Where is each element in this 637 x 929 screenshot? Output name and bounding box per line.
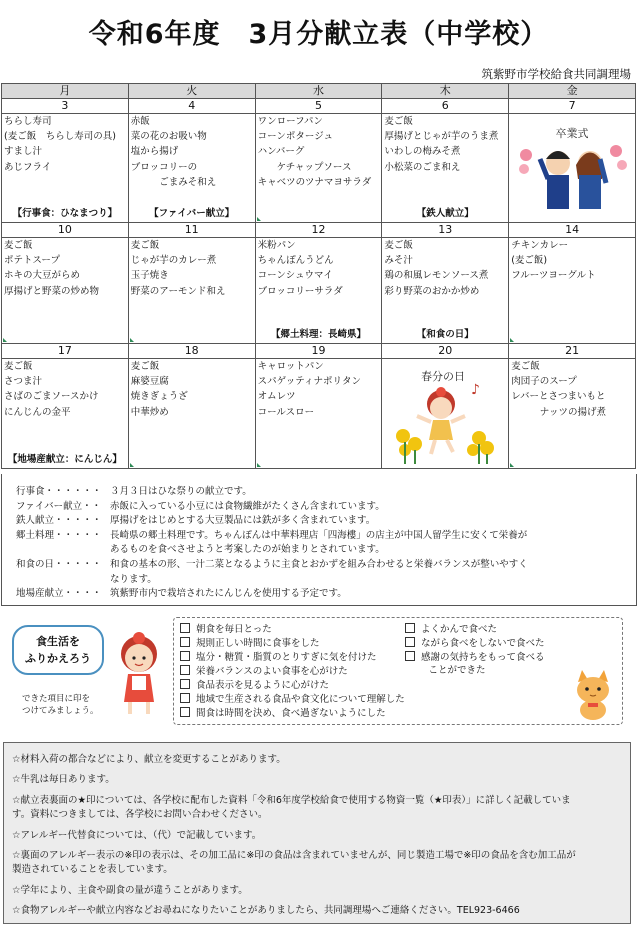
menu-item: 麦ご飯 <box>384 240 413 251</box>
footer-note: す。資料につきましては、各学校にお問い合わせください。 <box>12 809 268 821</box>
menu-item: フルーツヨーグルト <box>511 270 596 282</box>
flower-left <box>396 429 422 456</box>
menu-notes <box>16 485 528 602</box>
checklist-item[interactable] <box>405 637 545 650</box>
checkbox[interactable] <box>405 651 415 661</box>
menu-item: ごまみそ和え <box>130 176 217 188</box>
date-cell: 21 <box>509 344 636 359</box>
menu-item: 焼きぎょうざ <box>130 391 188 403</box>
menu-item: 彩り野菜のおかか炒め <box>384 285 480 297</box>
checklist-continuation <box>419 665 486 677</box>
bubble-line: ふりかえろう <box>25 652 91 665</box>
hint-line: できた項目に印を <box>22 694 91 704</box>
note-row <box>16 500 528 515</box>
footer-note: 製造されていることを表しています。 <box>12 864 173 876</box>
date-cell: 19 <box>255 344 382 359</box>
note-text: 長崎県の郷土料理です。ちゃんぽんは中華料理店「四海樓」の店主が中国人留学生に安くて栄養が <box>110 529 528 541</box>
menu-item: 麻婆豆腐 <box>130 376 169 388</box>
menu-item: 菜の花のお吸い物 <box>130 131 207 143</box>
date-cell: 13 <box>382 223 509 238</box>
bubble-line: 食生活を <box>36 635 80 648</box>
footer-note: ☆献立表裏面の★印については、各学校に配布した資料「令和6年度学校給食で使用する物資一覧（★印表）」に詳しく記載していま <box>12 794 571 806</box>
date-cell: 4 <box>128 99 255 114</box>
date-cell: 6 <box>382 99 509 114</box>
checkbox[interactable] <box>180 707 190 717</box>
menu-item: 麦ご飯 <box>384 116 413 127</box>
menu-tag: 【和食の日】 <box>416 328 474 340</box>
menu-item: 小松菜のごま和え <box>384 161 461 173</box>
menu-item: ホキの大豆がらめ <box>4 270 81 282</box>
menu-item: 米粉パン <box>257 240 296 251</box>
menu-table <box>1 83 636 469</box>
note-label <box>16 543 110 558</box>
menu-cell <box>255 114 382 223</box>
corner-marker <box>510 463 514 467</box>
graduation-cell <box>509 114 636 223</box>
weekday-header: 水 <box>255 84 382 99</box>
checklist-item[interactable] <box>180 693 405 706</box>
checklist-label: 間食は時間を決め、食べ過ぎないようにした <box>196 708 386 719</box>
corner-marker <box>257 217 261 221</box>
footer-note: ☆アレルギー代替食については、（代）で記載しています。 <box>12 829 262 841</box>
menu-cell <box>2 359 129 469</box>
menu-item: ブロッコリーの <box>130 161 198 173</box>
menu-item: 野菜のアーモンド和え <box>130 285 226 297</box>
menu-item: みそ汁 <box>384 255 413 267</box>
menu-item: 塩から揚げ <box>130 146 179 158</box>
menu-item: ちゃんぽんうどん <box>257 255 334 267</box>
menu-item: ワンローフパン <box>257 116 323 127</box>
note-row <box>16 558 528 573</box>
menu-item: いわしの梅みそ煮 <box>384 146 461 158</box>
weekday-header: 月 <box>2 84 129 99</box>
note-row <box>16 529 528 544</box>
weekday-header: 火 <box>128 84 255 99</box>
note-row <box>16 573 528 588</box>
corner-marker <box>130 463 134 467</box>
note-label <box>16 573 110 588</box>
menu-item: 赤飯 <box>130 116 150 127</box>
date-cell: 20 <box>382 344 509 359</box>
menu-tag: 【郷土料理：長崎県】 <box>270 328 366 340</box>
menu-item: キャロットパン <box>257 361 324 372</box>
menu-item: すまし汁 <box>4 146 43 158</box>
menu-cell <box>509 238 636 344</box>
date-cell: 11 <box>128 223 255 238</box>
holiday-cell <box>382 359 509 469</box>
date-cell: 10 <box>2 223 129 238</box>
menu-item: (麦ご飯) <box>511 255 548 267</box>
reflection-hint <box>22 693 99 717</box>
checklist-item[interactable] <box>405 651 545 664</box>
note-label: 鉄人献立・・・・・ <box>16 515 102 527</box>
menu-item: じゃが芋のカレー煮 <box>130 255 217 267</box>
footer-note: ☆学年により、主食や副食の量が違うことがあります。 <box>12 884 248 896</box>
menu-item: 肉団子のスープ <box>511 376 577 388</box>
checklist-item[interactable] <box>180 665 348 678</box>
menu-tag: 【行事食：ひなまつり】 <box>12 207 118 219</box>
date-cell: 12 <box>255 223 382 238</box>
svg-text:♪: ♪ <box>471 382 481 398</box>
checkbox[interactable] <box>180 651 190 661</box>
footer-note: ☆牛乳は毎日あります。 <box>12 774 115 786</box>
checkbox[interactable] <box>180 623 190 633</box>
footer-note: ☆食物アレルギーや献立内容などお尋ねになりたいことがありましたら、共同調理場へご連絡ください。TEL923-6466 <box>12 905 520 917</box>
checklist-item[interactable] <box>180 637 320 650</box>
cat-illustration <box>570 670 616 720</box>
weekday-header: 金 <box>509 84 636 99</box>
checkbox[interactable] <box>405 623 415 633</box>
checkbox[interactable] <box>180 679 190 689</box>
note-label: ファイバー献立・・ <box>16 500 102 512</box>
menu-item: ちらし寿司 <box>4 116 52 127</box>
footer-note: ☆材料入荷の都合などにより、献立を変更することがあります。 <box>12 754 286 765</box>
checklist-label: 規則正しい時間に食事をした <box>196 638 320 649</box>
checklist-label: 朝食を毎日とった <box>196 624 272 635</box>
menu-cell <box>128 238 255 344</box>
menu-item: にんじんの金平 <box>4 406 71 418</box>
menu-item: さつま汁 <box>4 376 43 388</box>
checklist-item[interactable] <box>180 623 272 636</box>
weekday-header: 木 <box>382 84 509 99</box>
menu-item: ハンバーグ <box>257 146 305 158</box>
menu-cell <box>382 114 509 223</box>
menu-item: 麦ご飯 <box>130 240 160 251</box>
menu-cell <box>128 359 255 469</box>
note-text: あるものを食べさせようと考案したのが始まりとされています。 <box>110 544 385 556</box>
checklist-label: 感謝の気持ちをもって食べる <box>421 652 545 663</box>
organization-name: 筑紫野市学校給食共同調理場 <box>481 67 631 81</box>
hint-line: つけてみましょう。 <box>22 706 99 716</box>
menu-item: 厚揚げと野菜の炒め物 <box>4 285 100 297</box>
menu-item: 麦ご飯 <box>4 240 33 251</box>
checklist-label: よくかんで食べた <box>421 624 498 635</box>
checkbox[interactable] <box>405 637 415 647</box>
menu-item: ポテトスープ <box>4 255 60 267</box>
menu-item: (麦ご飯 ちらし寿司の具) <box>4 131 116 143</box>
menu-cell <box>255 238 382 344</box>
menu-cell <box>128 114 255 223</box>
menu-item: さばのごまソースかけ <box>4 391 99 403</box>
note-label: 地場産献立・・・・ <box>16 588 102 600</box>
checklist-item[interactable] <box>180 679 329 692</box>
checkbox[interactable] <box>180 637 190 647</box>
checklist-item[interactable] <box>405 623 497 636</box>
menu-item: 麦ご飯 <box>4 361 33 372</box>
menu-item: スパゲッティナポリタン <box>257 376 361 388</box>
footer-note: ☆裏面のアレルギー表示の※印の表示は、その加工品に※印の食品は含まれていませんが、同じ製造工場で※印の食品を含む加工品が <box>12 850 576 862</box>
menu-item: 厚揚げとじゃが芋のうま煮 <box>384 131 499 143</box>
note-row <box>16 514 528 529</box>
menu-item: 玉子焼き <box>130 270 169 282</box>
checkbox[interactable] <box>180 665 190 675</box>
date-cell: 7 <box>509 99 636 114</box>
menu-item: コーンポタージュ <box>257 131 334 143</box>
checklist-label: 栄養バランスのよい食事を心がけた <box>196 666 348 677</box>
spring-holiday-illustration <box>383 360 507 468</box>
menu-cell <box>509 359 636 469</box>
menu-item: レバーとさつまいもと <box>511 391 606 403</box>
note-text: 赤飯に入っている小豆には食物繊維がたくさん含まれています。 <box>110 500 385 512</box>
note-text: なります。 <box>110 573 157 585</box>
note-text: 和食の基本の形、一汁二菜となるように主食とおかずを組み合わせると栄養バランスが整いやすく <box>110 558 528 570</box>
corner-marker <box>3 338 7 342</box>
date-cell: 14 <box>509 223 636 238</box>
date-cell: 18 <box>128 344 255 359</box>
note-label: 郷土料理・・・・・ <box>16 529 102 541</box>
date-cell: 3 <box>2 99 129 114</box>
corner-marker <box>130 338 134 342</box>
flower-right <box>467 431 494 456</box>
corner-marker <box>257 463 261 467</box>
menu-cell <box>2 238 129 344</box>
checklist-item[interactable] <box>180 651 377 664</box>
note-text: 筑紫野市内で栽培されたにんじんを使用する予定です。 <box>110 588 347 600</box>
note-text: ３月３日はひな祭りの献立です。 <box>110 486 252 497</box>
menu-tag: 【地場産献立：にんじん】 <box>7 453 122 465</box>
checklist-label: 塩分・糖質・脂質のとりすぎに気を付けた <box>196 652 377 663</box>
checklist-label: ながら食べをしないで食べた <box>421 638 545 649</box>
menu-cell <box>2 114 129 223</box>
menu-tag: 【鉄人献立】 <box>416 207 474 219</box>
menu-item: チキンカレー <box>511 240 569 251</box>
menu-item: 中華炒め <box>130 406 169 418</box>
reflection-bubble <box>12 625 104 675</box>
note-row <box>16 543 528 558</box>
footer-notes <box>3 742 631 924</box>
menu-item: オムレツ <box>257 391 296 403</box>
menu-item: 麦ご飯 <box>511 361 540 372</box>
checklist-label: 地域で生産される食品や食文化について理解した <box>196 694 405 705</box>
menu-item: 鶏の和風レモンソース煮 <box>384 270 489 282</box>
checkbox[interactable] <box>180 693 190 703</box>
menu-item: あじフライ <box>4 161 52 173</box>
checklist-label: ことができた <box>419 665 486 676</box>
picture-label: 春分の日 <box>421 370 466 383</box>
date-cell: 17 <box>2 344 129 359</box>
note-row <box>16 587 528 602</box>
menu-item: 麦ご飯 <box>130 361 160 372</box>
note-text: 厚揚げをはじめとする大豆製品には鉄が多く含まれています。 <box>110 515 376 527</box>
picture-label: 卒業式 <box>555 127 589 140</box>
menu-item: コーンシュウマイ <box>257 270 333 282</box>
note-label: 行事食・・・・・・ <box>16 486 102 497</box>
girl-illustration <box>110 630 168 720</box>
page-title: 令和6年度 3月分献立表（中学校） <box>88 19 549 50</box>
checklist-label: 食品表示を見るように心がけた <box>196 680 330 691</box>
checklist-item[interactable] <box>180 707 386 720</box>
note-label: 和食の日・・・・・ <box>16 558 102 570</box>
menu-item: コールスロー <box>257 406 315 418</box>
menu-item: キャベツのツナマヨサラダ <box>257 176 372 188</box>
menu-item: ケチャップソース <box>257 161 352 173</box>
menu-tag: 【ファイバー献立】 <box>149 207 235 219</box>
menu-item: ブロッコリーサラダ <box>257 285 343 297</box>
date-cell: 5 <box>255 99 382 114</box>
menu-cell <box>255 359 382 469</box>
menu-cell <box>382 238 509 344</box>
menu-item: ナッツの揚げ煮 <box>511 406 606 418</box>
corner-marker <box>510 338 514 342</box>
graduation-illustration <box>510 115 634 221</box>
note-row <box>16 485 528 500</box>
